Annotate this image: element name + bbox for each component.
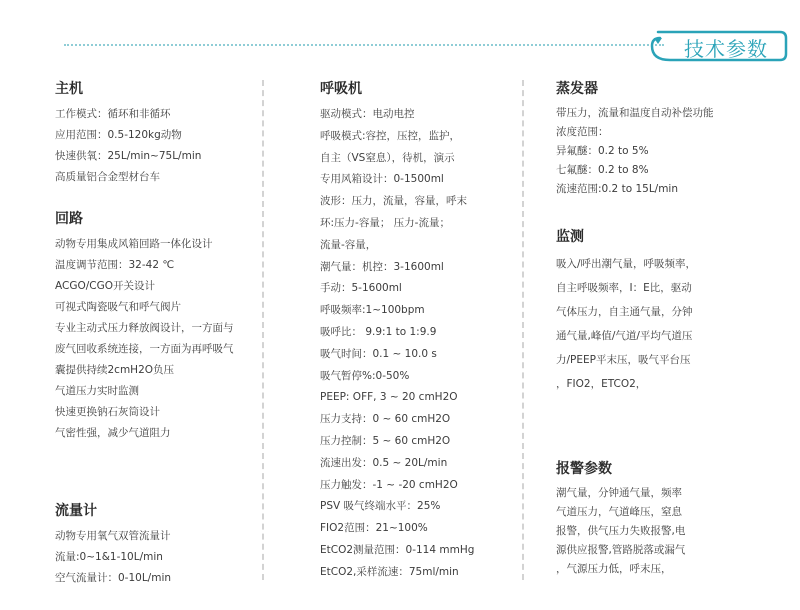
spec-line: EtCO2测量范围：0-114 mmHg	[320, 543, 475, 556]
spec-list	[556, 252, 761, 396]
spec-line: 快速供氧：25L/min~75L/min	[55, 150, 202, 162]
spec-line: 应用范围：0.5-120kg动物	[55, 129, 182, 141]
column-divider	[522, 80, 524, 580]
spec-line: PSV 吸气终端水平：25%	[320, 500, 441, 513]
spec-line: 流量:0~1&1-10L/min	[55, 551, 163, 563]
spec-list	[55, 526, 255, 589]
spec-line: 自主（VS窒息），待机，演示	[320, 151, 455, 164]
spec-list	[55, 234, 255, 444]
section-circuit	[55, 208, 255, 444]
section-alarms	[556, 458, 761, 579]
section-vaporizer	[556, 78, 761, 199]
spec-line: 囊提供持续2cmH2O负压	[55, 364, 175, 376]
spec-line: 异氟醚：0.2 to 5%	[556, 145, 649, 157]
section-title: 蒸发器	[556, 81, 598, 97]
spec-line: 吸呼比： 9.9:1 to 1:9.9	[320, 325, 437, 338]
column-divider	[262, 80, 264, 580]
spec-line: 潮气量：机控：3-1600ml	[320, 260, 444, 273]
spec-line: 带压力，流量和温度自动补偿功能	[556, 107, 714, 119]
spec-line: 气密性强，减少气道阻力	[55, 427, 171, 439]
spec-line: 空气流量计：0-10L/min	[55, 572, 172, 584]
spec-line: 环:压力-容量； 压力-流量；	[320, 216, 450, 229]
spec-line: ，气源压力低，呼末压，	[556, 563, 672, 575]
spec-list	[55, 104, 255, 188]
spec-line: 呼吸模式:容控，压控，监护，	[320, 129, 461, 142]
spec-list	[556, 484, 761, 579]
spec-line: 自主呼吸频率，I：E比，驱动	[556, 282, 692, 294]
section-title: 主机	[55, 81, 83, 97]
spec-line: 吸气暂停%:0-50%	[320, 369, 410, 382]
spec-line: 气道压力，气道峰压，窒息	[556, 506, 682, 518]
section-monitoring	[556, 226, 761, 396]
section-title: 呼吸机	[320, 81, 362, 97]
section-host	[55, 78, 255, 188]
spec-list	[320, 104, 510, 584]
spec-line: 通气量,峰值/气道/平均气道压	[556, 330, 693, 342]
spec-line: 专业主动式压力释放阀设计，一方面与	[55, 322, 234, 334]
spec-line: 温度调节范围：32-42 ℃	[55, 259, 175, 271]
section-flowmeter	[55, 500, 255, 589]
spec-line: 力/PEEP平末压，吸气平台压	[556, 354, 691, 366]
page-title: 技术参数	[684, 37, 768, 61]
spec-line: 气体压力，自主通气量，分钟	[556, 306, 693, 318]
section-title: 流量计	[55, 503, 97, 519]
spec-line: 波形：压力，流量，容量，呼末	[320, 195, 467, 208]
spec-line: 流速范围:0.2 to 15L/min	[556, 183, 679, 195]
title-badge	[640, 22, 788, 70]
spec-line: 气道压力实时监测	[55, 385, 139, 397]
spec-line: 动物专用氧气双管流量计	[55, 530, 171, 542]
spec-line: 压力触发：-1 ~ -20 cmH2O	[320, 478, 458, 491]
spec-line: 浓度范围：	[556, 126, 609, 138]
spec-line: 源供应报警,管路脱落或漏气	[556, 544, 686, 556]
spec-line: 压力支持：0 ~ 60 cmH2O	[320, 413, 451, 426]
spec-line: 吸气时间：0.1 ~ 10.0 s	[320, 347, 437, 360]
spec-line: 吸入/呼出潮气量，呼吸频率，	[556, 258, 697, 270]
spec-line: 可视式陶瓷吸气和呼气阀片	[55, 301, 181, 313]
spec-line: ，FIO2，ETCO2，	[556, 378, 647, 390]
spec-line: 报警，供气压力失败报警,电	[556, 525, 686, 537]
spec-line: 潮气量，分钟通气量，频率	[556, 487, 682, 499]
spec-line: 废气回收系统连接，一方面为再呼吸气	[55, 343, 234, 355]
spec-line: FIO2范围：21~100%	[320, 522, 428, 535]
section-title: 回路	[55, 211, 83, 227]
top-dotted-rule	[64, 44, 664, 46]
spec-line: 流量-容量，	[320, 238, 377, 251]
spec-line: 专用风箱设计：0-1500ml	[320, 173, 444, 186]
spec-line: PEEP: OFF, 3 ~ 20 cmH2O	[320, 391, 458, 404]
spec-list	[556, 104, 761, 199]
spec-line: EtCO2,采样流速：75ml/min	[320, 565, 459, 578]
spec-line: 高质量铝合金型材台车	[55, 171, 160, 183]
spec-line: 流速出发：0.5 ~ 20L/min	[320, 456, 448, 469]
spec-line: 工作模式：循环和非循环	[55, 108, 171, 120]
section-ventilator	[320, 78, 510, 584]
spec-line: 七氟醚：0.2 to 8%	[556, 164, 649, 176]
spec-line: 快速更换钠石灰筒设计	[55, 406, 160, 418]
spec-line: ACGO/CGO开关设计	[55, 280, 156, 292]
spec-line: 压力控制：5 ~ 60 cmH2O	[320, 434, 451, 447]
section-title: 监测	[556, 229, 584, 245]
spec-line: 动物专用集成风箱回路一体化设计	[55, 238, 213, 250]
spec-line: 驱动模式：电动电控	[320, 108, 415, 120]
spec-line: 手动：5-1600ml	[320, 282, 402, 295]
section-title: 报警参数	[556, 461, 612, 477]
spec-line: 呼吸频率:1~100bpm	[320, 304, 425, 317]
